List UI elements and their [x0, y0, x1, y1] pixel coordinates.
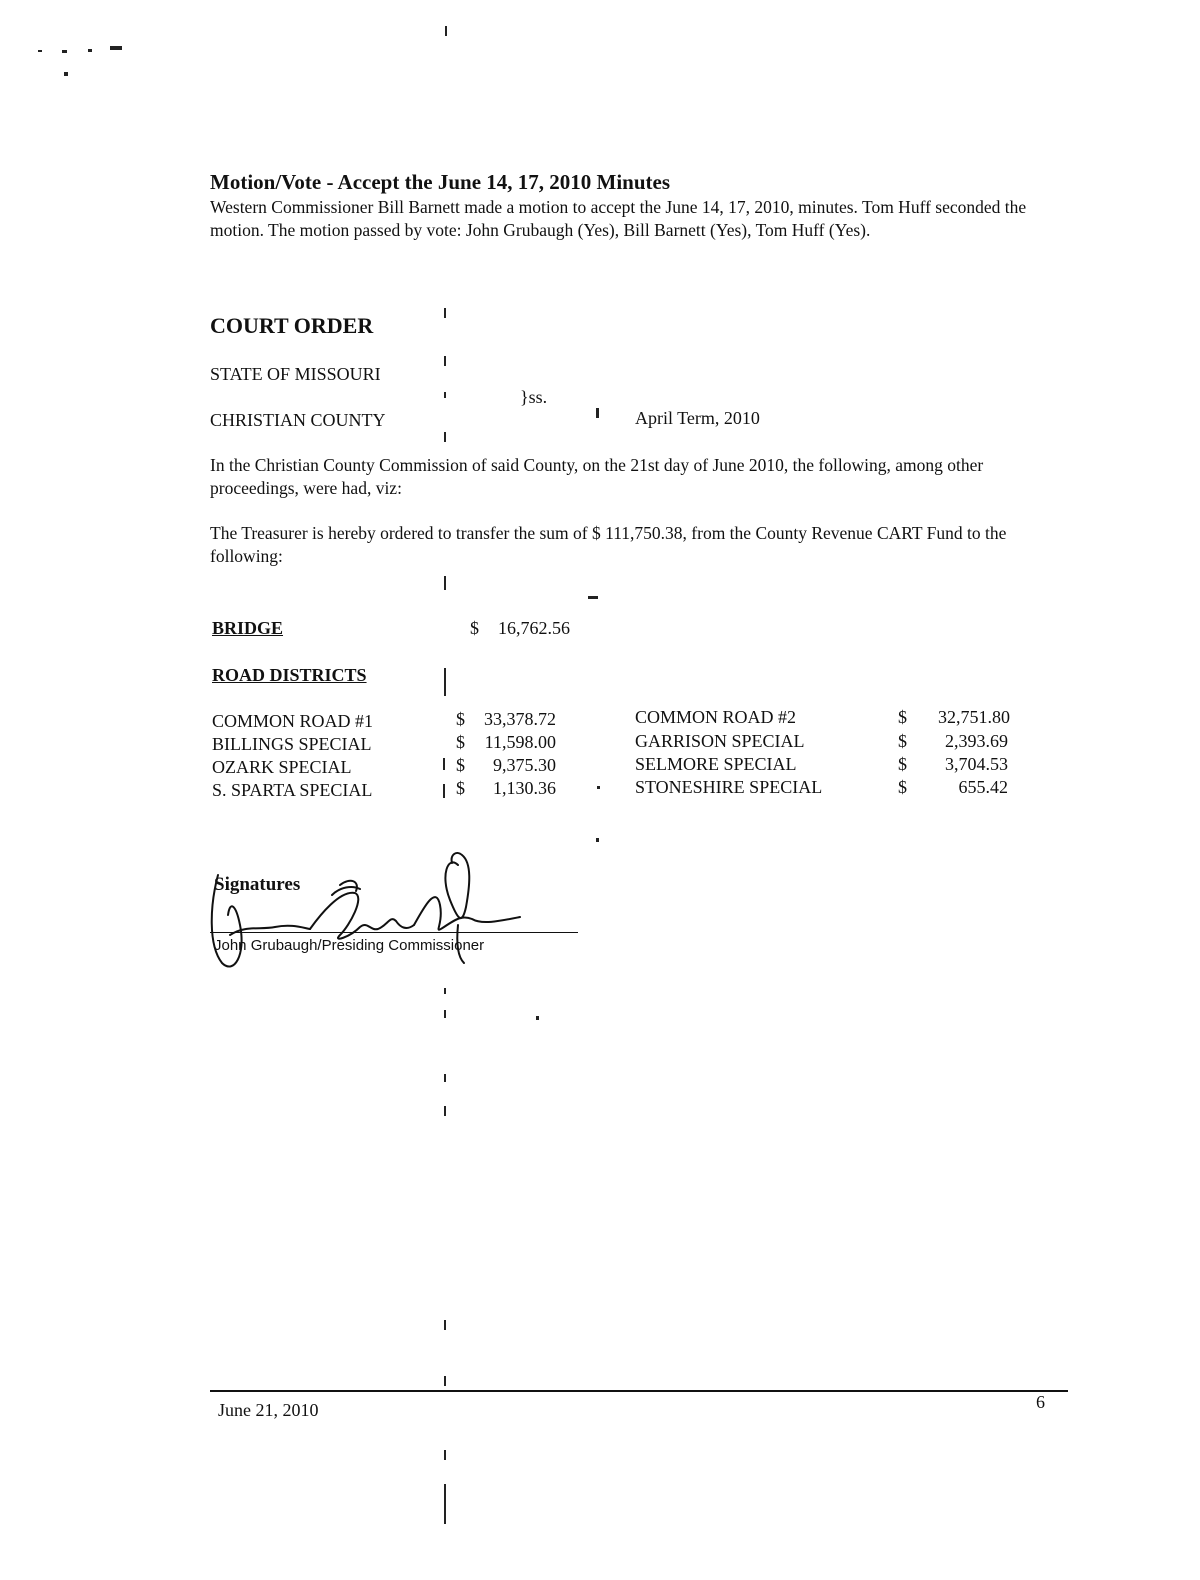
handwritten-signature [200, 845, 540, 985]
road-currency: $ [898, 754, 907, 774]
signature-line [210, 932, 578, 933]
bridge-amount: 16,762.56 [498, 618, 570, 638]
scan-speck [444, 576, 446, 590]
scan-speck [444, 1484, 446, 1524]
road-currency: $ [456, 709, 465, 729]
road-currency: $ [898, 731, 907, 751]
scan-speck [596, 838, 599, 842]
scan-speck [88, 49, 92, 52]
bridge-currency: $ [470, 618, 479, 638]
road-name: S. SPARTA SPECIAL [212, 780, 373, 800]
road-name: COMMON ROAD #1 [212, 711, 374, 731]
road-currency: $ [898, 777, 907, 797]
scan-speck [596, 408, 599, 418]
road-name: BILLINGS SPECIAL [212, 734, 372, 754]
scan-speck [588, 596, 598, 599]
road-amount: 11,598.00 [484, 732, 556, 752]
scan-speck [444, 988, 446, 994]
scan-speck [444, 668, 446, 696]
road-amount: 33,378.72 [484, 709, 556, 729]
scan-speck [444, 308, 446, 318]
scan-speck [445, 26, 447, 36]
court-order-title: COURT ORDER [210, 313, 374, 338]
motion-title: Motion/Vote - Accept the June 14, 17, 2010 Minutes [210, 170, 671, 194]
scan-speck [444, 1010, 446, 1018]
scan-speck [62, 50, 67, 53]
scan-speck [444, 1450, 446, 1460]
road-currency: $ [456, 732, 465, 752]
road-amount: 9,375.30 [493, 755, 556, 775]
road-name: STONESHIRE SPECIAL [635, 777, 823, 797]
state-label: STATE OF MISSOURI [210, 364, 381, 384]
scan-speck [444, 1376, 446, 1386]
scan-speck [64, 72, 68, 76]
scan-speck [444, 392, 446, 398]
scan-speck [444, 432, 446, 442]
footer-rule [210, 1390, 1068, 1392]
signatures-heading: Signatures [214, 874, 301, 895]
scan-speck [444, 356, 446, 366]
road-currency: $ [456, 755, 465, 775]
road-currency: $ [898, 707, 907, 727]
road-amount: 655.42 [958, 777, 1008, 797]
road-amount: 2,393.69 [945, 731, 1008, 751]
order-paragraph: The Treasurer is hereby ordered to transfer the sum of $ 111,750.38, from the County Revenue CART Fund to the following: [210, 523, 1007, 566]
road-districts-heading: ROAD DISTRICTS [212, 665, 367, 685]
road-name: SELMORE SPECIAL [635, 754, 797, 774]
scan-speck [444, 1106, 446, 1116]
motion-text: Western Commissioner Bill Barnett made a motion to accept the June 14, 17, 2010, minutes. Tom Huff seconded the motion. The motion passed by vote: John Grubaugh (Yes), Bill Barnett (Yes), Tom Huff (Yes). [210, 197, 1027, 240]
term-label: April Term, 2010 [635, 408, 760, 428]
scan-speck [536, 1016, 539, 1020]
scan-speck [597, 786, 600, 789]
road-amount: 32,751.80 [938, 707, 1010, 727]
scan-speck [443, 784, 445, 798]
signer-name: John Grubaugh/Presiding Commissioner [214, 937, 485, 954]
ss-label: }ss. [520, 387, 548, 407]
scan-speck [444, 1074, 446, 1082]
road-name: COMMON ROAD #2 [635, 707, 797, 727]
county-label: CHRISTIAN COUNTY [210, 410, 386, 430]
road-name: OZARK SPECIAL [212, 757, 352, 777]
page-number: 6 [1036, 1392, 1045, 1412]
scan-speck [443, 758, 445, 770]
scan-speck [38, 50, 42, 52]
footer-date: June 21, 2010 [218, 1400, 319, 1420]
scan-speck [110, 46, 122, 50]
scan-speck [444, 1320, 446, 1330]
road-amount: 3,704.53 [945, 754, 1008, 774]
road-currency: $ [456, 778, 465, 798]
road-name: GARRISON SPECIAL [635, 731, 805, 751]
road-amount: 1,130.36 [493, 778, 556, 798]
bridge-label: BRIDGE [212, 618, 284, 638]
intro-paragraph: In the Christian County Commission of said County, on the 21st day of June 2010, the following, among other proceedings, were had, viz: [210, 455, 984, 498]
